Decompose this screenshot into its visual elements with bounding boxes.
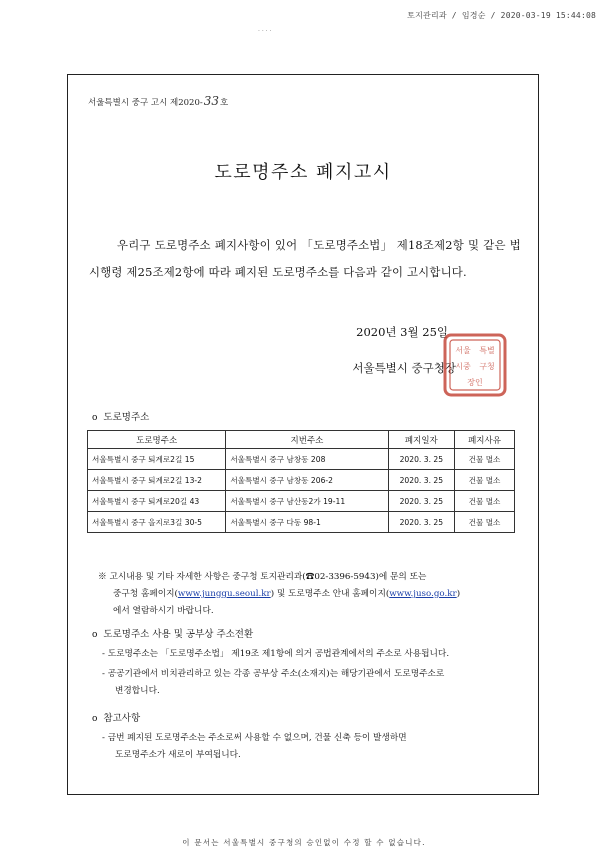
table-header-row xyxy=(88,431,515,449)
reference-item xyxy=(102,730,532,764)
notice-number-prefix: 서울특별시 중구 고시 제2020- xyxy=(88,98,203,108)
note-text: 중구청 홈페이지( xyxy=(113,589,178,599)
reference-line-2: 도로명주소가 새로이 부여됩니다. xyxy=(115,750,241,760)
scan-specks: · · · · xyxy=(258,28,272,35)
road-address-cell: 서울특별시 중구 퇴계로2길 13-2 xyxy=(88,470,226,491)
bullet-icon: o xyxy=(92,630,98,640)
abolish-reason-cell: 건물 멸소 xyxy=(455,491,515,512)
inquiry-note xyxy=(98,569,518,620)
column-header: 폐지사유 xyxy=(455,431,515,449)
notice-date: 2020년 3월 25일 xyxy=(356,325,448,339)
table-row xyxy=(88,491,515,512)
system-stamp: 토지관리과 / 임경순 / 2020-03-19 15:44:08 xyxy=(407,11,596,20)
seal-char-4: 구청 xyxy=(479,362,495,371)
column-header: 도로명주소 xyxy=(88,431,226,449)
usage-item-2 xyxy=(102,666,532,700)
section-heading-addresses xyxy=(92,409,149,423)
abolish-date-cell: 2020. 3. 25 xyxy=(388,491,454,512)
abolish-reason-cell: 건물 멸소 xyxy=(455,449,515,470)
seal-char-1: 서울 xyxy=(455,346,471,355)
road-address-cell: 서울특별시 중구 을지로3길 30-5 xyxy=(88,512,226,533)
note-line-2 xyxy=(98,586,518,603)
road-address-cell: 서울특별시 중구 퇴계로20길 43 xyxy=(88,491,226,512)
usage-item-1: - 도로명주소는 「도로명주소법」 제19조 제1항에 의거 공법관계에서의 주소로 사용됩니다. xyxy=(102,649,450,659)
lot-address-cell: 서울특별시 중구 남창동 206-2 xyxy=(226,470,388,491)
notice-number-handwritten: 33 xyxy=(203,94,220,108)
address-table xyxy=(87,430,515,533)
section-heading-label: 도로명주소 xyxy=(103,412,150,423)
usage-item-2-line-2: 변경합니다. xyxy=(115,686,160,696)
reference-line-1: - 금번 폐지된 도로명주소는 주소로써 사용할 수 없으며, 건물 신축 등이 발생하면 xyxy=(102,733,407,743)
seal-char-2: 특별 xyxy=(479,346,495,355)
juso-homepage-link[interactable]: www.juso.go.kr xyxy=(389,589,457,599)
abolish-date-cell: 2020. 3. 25 xyxy=(388,512,454,533)
table-row xyxy=(88,449,515,470)
section-heading-label: 참고사항 xyxy=(103,713,141,724)
abolish-date-cell: 2020. 3. 25 xyxy=(388,470,454,491)
column-header: 폐지일자 xyxy=(388,431,454,449)
footer-disclaimer: 이 문서는 서울특별시 중구청의 승인없이 수정 할 수 없습니다. xyxy=(182,838,426,847)
note-line-3: 에서 열람하시기 바랍니다. xyxy=(113,606,214,616)
note-text: ) 및 도로명주소 안내 홈페이지( xyxy=(270,589,390,599)
section-heading-usage xyxy=(92,626,253,640)
seal-char-5: 장인 xyxy=(467,378,483,387)
bullet-icon: o xyxy=(92,413,98,423)
note-line-1 xyxy=(98,569,518,586)
notice-number-suffix: 호 xyxy=(220,98,229,108)
table-row xyxy=(88,512,515,533)
lot-address-cell: 서울특별시 중구 남창동 208 xyxy=(226,449,388,470)
usage-item-2-line-1: - 공공기관에서 비치관리하고 있는 각종 공부상 주소(소재지)는 해당기관에서 도로명주소로 xyxy=(102,669,445,679)
notice-number xyxy=(88,94,228,108)
note-text: ) xyxy=(456,589,461,599)
lot-address-cell: 서울특별시 중구 남산동2가 19-11 xyxy=(226,491,388,512)
table-row xyxy=(88,470,515,491)
note-mark: ※ xyxy=(98,572,107,582)
road-address-cell: 서울특별시 중구 퇴계로2길 15 xyxy=(88,449,226,470)
notice-issuer: 서울특별시 중구청장 xyxy=(352,361,456,375)
section-heading-label: 도로명주소 사용 및 공부상 주소전환 xyxy=(103,629,254,640)
section-heading-reference xyxy=(92,710,140,724)
note-text: 고시내용 및 기타 자세한 사항은 중구청 토지관리과(☎02-3396-5943)에 문의 또는 xyxy=(109,572,427,582)
abolish-reason-cell: 건물 멸소 xyxy=(455,512,515,533)
abolish-date-cell: 2020. 3. 25 xyxy=(388,449,454,470)
bullet-icon: o xyxy=(92,714,98,724)
abolish-reason-cell: 건물 멸소 xyxy=(455,470,515,491)
lot-address-cell: 서울특별시 중구 다동 98-1 xyxy=(226,512,388,533)
document-frame xyxy=(67,74,539,795)
notice-body: 우리구 도로명주소 폐지사항이 있어 「도로명주소법」 제18조제2항 및 같은 법 시행령 제25조제2항에 따라 폐지된 도로명주소를 다음과 같이 고시합니다. xyxy=(89,238,521,279)
junggu-homepage-link[interactable]: www.junggu.seoul.kr xyxy=(177,589,271,599)
seal-char-3: 시중 xyxy=(455,362,471,371)
column-header: 지번주소 xyxy=(226,431,388,449)
document-title: 도로명주소 폐지고시 xyxy=(214,162,392,183)
official-seal-icon xyxy=(441,331,509,399)
